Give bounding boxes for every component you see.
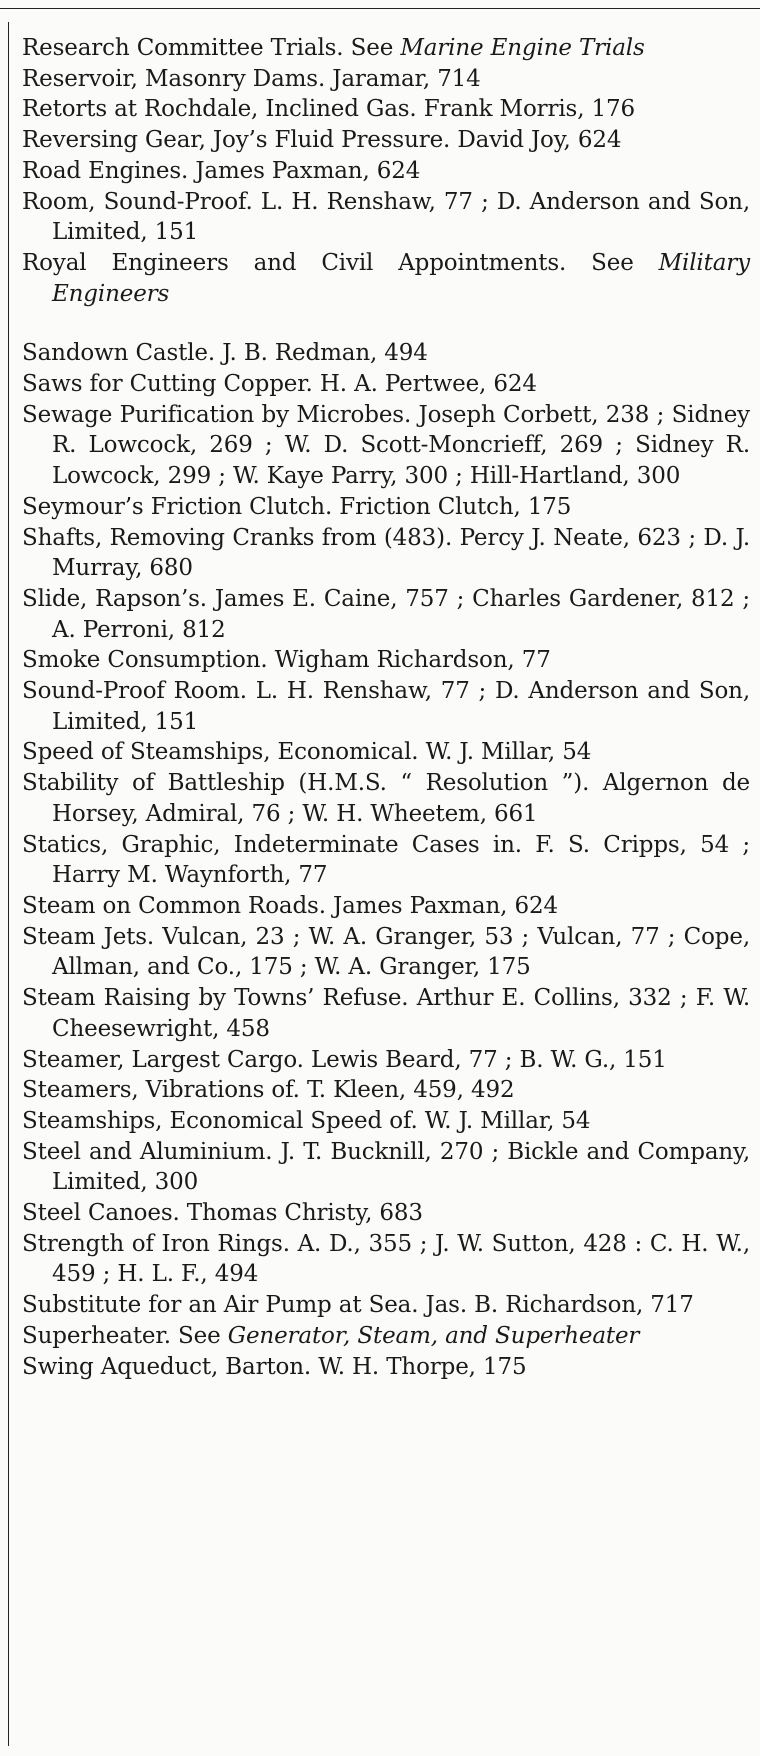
index-entry xyxy=(22,125,750,156)
index-entry xyxy=(22,64,750,95)
index-column xyxy=(22,33,750,1382)
entry-text: Substitute for an Air Pump at Sea. Jas. B. Richardson, 717 xyxy=(22,1292,694,1319)
see-reference: Generator, Steam, and Superheater xyxy=(227,1322,640,1349)
index-section-r xyxy=(22,33,750,309)
entry-text: Research Committee Trials. See xyxy=(22,35,401,61)
index-entry xyxy=(22,830,750,891)
entry-text: Steamships, Economical Speed of. W. J. Millar, 54 xyxy=(22,1107,591,1134)
index-entry xyxy=(22,1321,750,1352)
entry-text: Statics, Graphic, Indeterminate Cases in. F. S. Cripps, 54 ; Harry M. Waynforth, 77 xyxy=(22,831,750,889)
index-entry xyxy=(22,33,750,64)
entry-text: Steamer, Largest Cargo. Lewis Beard, 77 ; B. W. G., 151 xyxy=(22,1046,667,1073)
index-entry xyxy=(22,768,750,829)
entry-text: Room, Sound-Proof. L. H. Renshaw, 77 ; D. Anderson and Son, Limited, 151 xyxy=(22,188,750,246)
entry-text: Swing Aqueduct, Barton. W. H. Thorpe, 175 xyxy=(22,1353,527,1380)
entry-text: Strength of Iron Rings. A. D., 355 ; J. W. Sutton, 428 : C. H. W., 459 ; H. L. F., 494 xyxy=(22,1230,750,1288)
entry-text: Steel Canoes. Thomas Christy, 683 xyxy=(22,1200,423,1227)
entry-text: Saws for Cutting Copper. H. A. Pertwee, 624 xyxy=(22,371,537,398)
index-entry xyxy=(22,369,750,400)
index-entry xyxy=(22,1352,750,1383)
index-entry xyxy=(22,1137,750,1198)
index-entry xyxy=(22,94,750,125)
index-entry xyxy=(22,1045,750,1076)
entry-text: Slide, Rapson’s. James E. Caine, 757 ; Charles Gardener, 812 ; A. Perroni, 812 xyxy=(22,585,750,643)
entry-text: Retorts at Rochdale, Inclined Gas. Frank Morris, 176 xyxy=(22,96,635,123)
entry-text: Reservoir, Masonry Dams. Jaramar, 714 xyxy=(22,65,481,92)
entry-text: Sewage Purification by Microbes. Joseph Corbett, 238 ; Sidney R. Lowcock, 269 ; W. D. Scott-Moncrieff, 269 ; Sidney R. Lowcock, 299 ; W. Kaye Parry, 300 ; Hill-Hartland, 300 xyxy=(22,401,750,490)
index-entry xyxy=(22,156,750,187)
index-entry xyxy=(22,737,750,768)
index-entry xyxy=(22,1198,750,1229)
entry-text: Steam Jets. Vulcan, 23 ; W. A. Granger, 53 ; Vulcan, 77 ; Cope, Allman, and Co., 175 ; W. A. Granger, 175 xyxy=(22,923,750,981)
index-entry xyxy=(22,1229,750,1290)
index-entry xyxy=(22,891,750,922)
index-entry xyxy=(22,492,750,523)
index-entry xyxy=(22,248,750,309)
see-reference: Marine Engine Trials xyxy=(400,35,645,61)
see-reference: Military Engineers xyxy=(52,249,750,307)
index-entry xyxy=(22,645,750,676)
index-entry xyxy=(22,1290,750,1321)
entry-text: Speed of Steamships, Economical. W. J. Millar, 54 xyxy=(22,739,592,766)
index-entry xyxy=(22,983,750,1044)
index-entry xyxy=(22,1106,750,1137)
index-entry xyxy=(22,338,750,369)
entry-text: Road Engines. James Paxman, 624 xyxy=(22,157,421,184)
entry-text: Steel and Aluminium. J. T. Bucknill, 270 ; Bickle and Company, Limited, 300 xyxy=(22,1138,750,1196)
entry-text: Sandown Castle. J. B. Redman, 494 xyxy=(22,340,428,367)
index-entry xyxy=(22,922,750,983)
section-gap xyxy=(22,309,750,338)
entry-text: Smoke Consumption. Wigham Richardson, 77 xyxy=(22,647,551,674)
index-entry xyxy=(22,523,750,584)
entry-text: Shafts, Removing Cranks from (483). Percy J. Neate, 623 ; D. J. Murray, 680 xyxy=(22,524,750,582)
index-entry xyxy=(22,676,750,737)
entry-text: Sound-Proof Room. L. H. Renshaw, 77 ; D. Anderson and Son, Limited, 151 xyxy=(22,678,750,735)
index-entry xyxy=(22,187,750,248)
entry-text: Royal Engineers and Civil Appointments. See xyxy=(22,249,659,276)
index-section-s xyxy=(22,338,750,1382)
entry-text: Superheater. See xyxy=(22,1322,228,1349)
entry-text: Reversing Gear, Joy’s Fluid Pressure. David Joy, 624 xyxy=(22,127,622,154)
index-entry xyxy=(22,584,750,645)
top-rule xyxy=(0,8,760,9)
entry-text: Steam on Common Roads. James Paxman, 624 xyxy=(22,892,558,919)
index-entry xyxy=(22,1075,750,1106)
entry-text: Seymour’s Friction Clutch. Friction Clutch, 175 xyxy=(22,493,572,520)
left-column-rule xyxy=(8,22,9,1746)
entry-text: Steam Raising by Towns’ Refuse. Arthur E. Collins, 332 ; F. W. Cheesewright, 458 xyxy=(22,985,750,1042)
entry-text: Stability of Battleship (H.M.S. “ Resolution ”). Algernon de Horsey, Admiral, 76 ; W. H. Wheetem, 661 xyxy=(22,770,750,827)
index-entry xyxy=(22,400,750,492)
entry-text: Steamers, Vibrations of. T. Kleen, 459, 492 xyxy=(22,1077,515,1104)
